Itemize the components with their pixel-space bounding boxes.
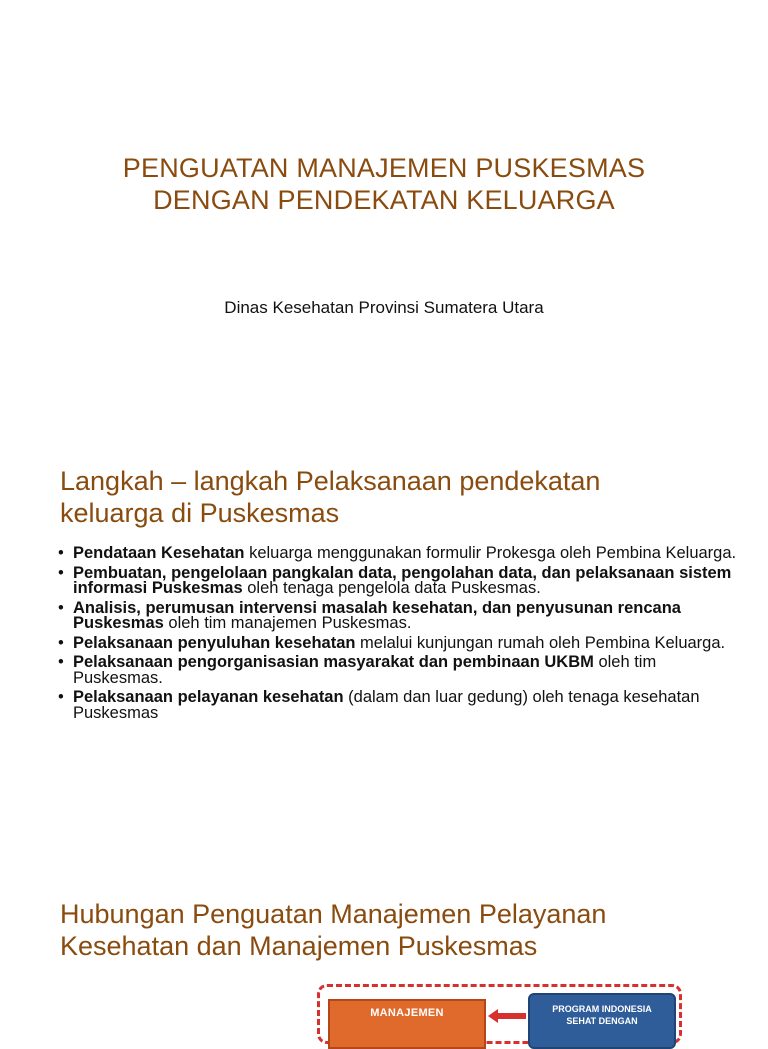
list-item-text: keluarga menggunakan formulir Prokesga oleh Pembina Keluarga. [244, 544, 737, 562]
list-item-text: oleh tenaga pengelola data Puskesmas. [242, 579, 541, 597]
list-item-bold-text: Pelaksanaan pengorganisasian masyarakat dan pembinaan UKBM [73, 653, 594, 671]
steps-bullet-list [58, 546, 748, 725]
list-item [58, 563, 748, 597]
diagram-box-program-indonesia-sehat [528, 993, 676, 1049]
section-heading-line-2: Kesehatan dan Manajemen Puskesmas [60, 931, 538, 961]
bullet-icon: • [58, 653, 64, 671]
list-item-text: oleh tim Puskesmas. [73, 653, 657, 687]
management-diagram [317, 984, 682, 1044]
bullet-icon: • [58, 688, 64, 706]
slide-title-line-1: PENGUATAN MANAJEMEN PUSKESMAS [122, 153, 646, 183]
diagram-box-manajemen [328, 999, 486, 1049]
list-item [58, 546, 748, 562]
list-item [58, 598, 748, 632]
list-item-text: melalui kunjungan rumah oleh Pembina Keluarga. [355, 633, 726, 652]
section-heading-line-1: Langkah – langkah Pelaksanaan pendekatan [60, 466, 601, 496]
slide-subtitle: Dinas Kesehatan Provinsi Sumatera Utara [224, 298, 544, 317]
diagram-box-label-line-1: PROGRAM INDONESIA [552, 1004, 652, 1014]
list-item-text: oleh tim manajemen Puskesmas. [163, 614, 412, 632]
section-heading-line-2: keluarga di Puskesmas [60, 498, 340, 528]
diagram-box-label: MANAJEMEN [370, 1007, 444, 1019]
list-item-text: (dalam dan luar gedung) oleh tenaga kesehatan Puskesmas [73, 688, 700, 722]
list-item-bold-text: Pendataan Kesehatan [73, 544, 245, 562]
arrow-left-icon [488, 1009, 526, 1023]
section-heading-hubungan [60, 898, 740, 962]
diagram-box-label-line-2: SEHAT DENGAN [566, 1016, 638, 1026]
slide-title-line-2: DENGAN PENDEKATAN KELUARGA [153, 185, 615, 215]
bullet-icon: • [58, 633, 64, 652]
list-item-bold-text: Analisis, perumusan intervensi masalah kesehatan, dan penyusunan rencana Puskesmas [73, 598, 681, 632]
section-heading-langkah [60, 465, 740, 529]
section-heading-line-1: Hubungan Penguatan Manajemen Pelayanan [60, 899, 607, 929]
list-item-bold-text: Pelaksanaan pelayanan kesehatan [73, 688, 344, 706]
bullet-icon: • [58, 598, 64, 617]
slide-title [0, 152, 768, 216]
list-item [58, 655, 748, 686]
list-item-bold-text: Pembuatan, pengelolaan pangkalan data, pengolahan data, dan pelaksanaan sistem informasi Puskesmas [73, 563, 732, 597]
list-item [58, 690, 748, 721]
bullet-icon: • [58, 544, 64, 562]
list-item-bold-text: Pelaksanaan penyuluhan kesehatan [73, 633, 356, 652]
bullet-icon: • [58, 563, 64, 582]
list-item [58, 633, 748, 652]
